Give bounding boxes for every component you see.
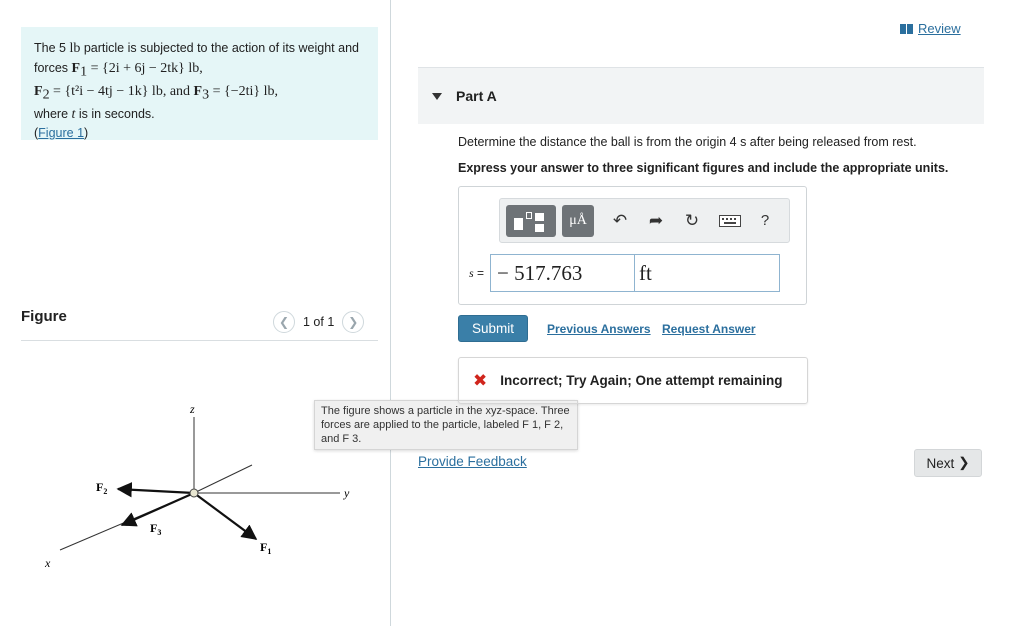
figure-link[interactable]: Figure 1 (38, 126, 85, 140)
figure-pager (273, 311, 364, 333)
provide-feedback-link[interactable]: Provide Feedback (418, 454, 527, 469)
keyboard-icon (719, 215, 741, 227)
chevron-right-icon: ❯ (958, 455, 970, 470)
z-axis-label: z (190, 402, 195, 416)
next-button[interactable] (914, 449, 982, 477)
problem-text: The 5 lb particle is subjected to the action of its weight and forces $F_1 = \{2i + 6j - 2tk\}$ lb, $F_2 = \{t^2i - 4tj - 1k\}$ lb, and $F_3 = \{-2ti\}$ lb, where t is in seconds. (Figure 1) (34, 41, 359, 140)
units-button[interactable]: μÅ (562, 205, 594, 237)
undo-icon: ↶ (612, 210, 628, 230)
force-f1-arrow (194, 493, 256, 539)
figure-prev-button[interactable] (273, 311, 295, 333)
figure-heading: Figure (21, 308, 67, 325)
y-axis-label: y (344, 486, 350, 500)
help-button[interactable]: ? (760, 212, 770, 229)
problem-statement (21, 27, 378, 140)
redo-icon: ➦ (648, 210, 664, 230)
next-label: Next (926, 455, 955, 471)
particle (190, 489, 198, 497)
force-diagram (30, 395, 360, 575)
math-toolbar (499, 198, 790, 243)
reset-icon: ↻ (684, 210, 700, 230)
answer-variable: s = (469, 265, 485, 280)
part-a-header[interactable] (418, 67, 984, 124)
chevron-right-icon: ❯ (348, 315, 359, 329)
f3-label: $F_3$ (150, 521, 162, 537)
instruction-text: Express your answer to three significant figures and include the appropriate units. (458, 161, 949, 175)
force-f2-arrow (118, 489, 194, 493)
x-axis-label: x (45, 556, 51, 570)
book-icon (900, 24, 913, 34)
f1-label: $F_1$ (260, 540, 272, 556)
x-mark-icon: ✖ (473, 370, 488, 390)
feedback-text: Incorrect; Try Again; One attempt remaining (500, 373, 783, 388)
column-divider (390, 0, 391, 626)
templates-button[interactable] (506, 205, 556, 237)
force-f3-arrow (122, 493, 194, 525)
figure-tooltip: The figure shows a particle in the xyz-space. Three forces are applied to the particle, labeled F 1, F 2, and F 3. (314, 400, 578, 450)
chevron-left-icon: ❮ (278, 315, 290, 329)
answer-units-input[interactable]: ft (635, 254, 780, 292)
collapse-caret-icon[interactable] (432, 93, 442, 100)
undo-button[interactable] (602, 205, 638, 237)
answer-box (458, 186, 807, 305)
part-title: Part A (456, 88, 497, 104)
submit-button[interactable]: Submit (458, 315, 528, 342)
feedback-message (458, 357, 808, 404)
previous-answers-link[interactable]: Previous Answers (547, 322, 651, 336)
figure-next-button[interactable] (342, 311, 364, 333)
question-text: Determine the distance the ball is from the origin 4 s after being released from rest. (458, 135, 917, 149)
reset-button[interactable] (674, 205, 710, 237)
figure-divider (21, 340, 378, 341)
answer-row (469, 254, 780, 292)
figure-page-count: 1 of 1 (303, 315, 335, 329)
review-link[interactable] (900, 21, 961, 36)
axis-back-line (194, 465, 252, 493)
f2-label: $F_2$ (96, 480, 108, 496)
keyboard-button[interactable] (710, 205, 750, 237)
request-answer-link[interactable]: Request Answer (662, 322, 756, 336)
redo-button[interactable] (638, 205, 674, 237)
answer-value-input[interactable]: − 517.763 (490, 254, 635, 292)
review-label[interactable]: Review (918, 21, 961, 36)
